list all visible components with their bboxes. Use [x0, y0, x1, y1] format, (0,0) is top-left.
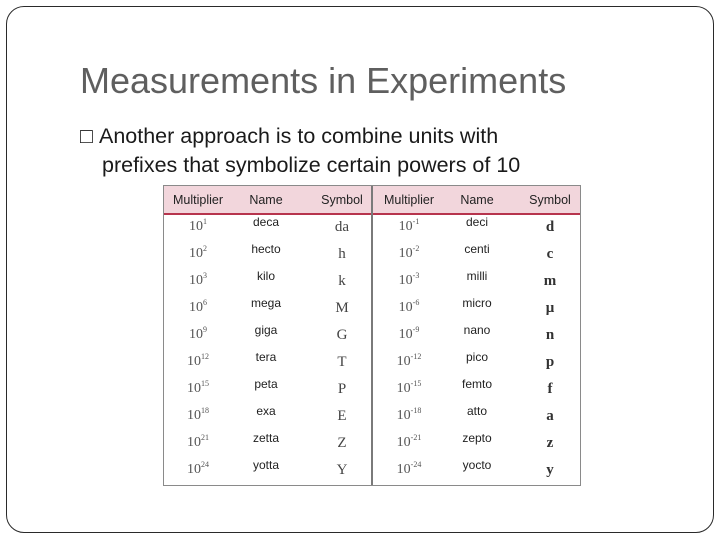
prefix-table — [163, 185, 581, 486]
prefix-symbol-cell: Y — [336, 462, 348, 478]
prefix-symbol-cell: Z — [337, 435, 347, 451]
prefix-symbol-cell: E — [337, 408, 347, 424]
prefix-symbol-cell: y — [546, 462, 554, 478]
bullet-line-2: prefixes that symbolize certain powers of 10 — [102, 153, 521, 177]
prefix-name-cell: micro — [462, 296, 492, 310]
table-header-cell: Name — [249, 193, 283, 207]
prefix-name-cell: mega — [250, 296, 282, 310]
multiplier-base: 10 — [189, 219, 203, 234]
prefix-symbol-cell: m — [543, 273, 557, 289]
multiplier-exponent: -18 — [410, 406, 422, 415]
prefix-name-cell: kilo — [256, 269, 275, 283]
slide-title: Measurements in Experiments — [80, 60, 567, 101]
multiplier-base: 10 — [398, 246, 413, 261]
prefix-name-cell: zepto — [462, 431, 492, 445]
multiplier-base: 10 — [187, 408, 201, 423]
multiplier-base: 10 — [187, 354, 201, 369]
prefix-symbol-cell: c — [546, 246, 554, 262]
prefix-name-cell: deca — [252, 215, 280, 229]
multiplier-base: 10 — [398, 219, 413, 234]
multiplier-exponent: 2 — [203, 244, 207, 253]
prefix-symbol-cell: G — [336, 327, 348, 343]
multiplier-base: 10 — [396, 408, 411, 423]
table-header-cell: Name — [460, 193, 494, 207]
bullet-line-1: Another approach is to combine units with — [99, 124, 499, 148]
multiplier-base: 10 — [187, 381, 201, 396]
multiplier-exponent: -6 — [412, 298, 420, 307]
prefix-name-cell: giga — [254, 323, 278, 337]
prefix-symbol-cell: d — [545, 219, 555, 235]
prefix-name-cell: deci — [465, 215, 488, 229]
prefix-symbol-cell: f — [547, 381, 553, 397]
multiplier-exponent: 18 — [201, 406, 209, 415]
prefix-symbol-cell: M — [335, 300, 349, 316]
prefix-name-cell: tera — [255, 350, 277, 364]
prefix-symbol-cell: μ — [545, 300, 555, 316]
multiplier-base: 10 — [189, 300, 203, 315]
prefix-symbol-cell: k — [338, 273, 346, 289]
multiplier-base: 10 — [398, 300, 413, 315]
multiplier-exponent: -24 — [410, 460, 422, 469]
prefix-symbol-cell: da — [334, 219, 350, 235]
prefix-name-cell: yocto — [462, 458, 492, 472]
prefix-symbol-cell: T — [337, 354, 347, 370]
multiplier-exponent: -9 — [412, 325, 420, 334]
table-header-cell: Multiplier — [383, 193, 434, 207]
multiplier-exponent: 6 — [203, 298, 207, 307]
prefix-name-cell: pico — [465, 350, 488, 364]
multiplier-base: 10 — [187, 462, 201, 477]
multiplier-exponent: 1 — [203, 217, 207, 226]
prefix-name-cell: zetta — [252, 431, 279, 445]
multiplier-exponent: -15 — [410, 379, 422, 388]
prefix-name-cell: hecto — [251, 242, 281, 256]
multiplier-base: 10 — [398, 327, 413, 342]
multiplier-base: 10 — [187, 435, 201, 450]
prefix-name-cell: yotta — [252, 458, 279, 472]
multiplier-exponent: -1 — [412, 217, 420, 226]
table-header-cell: Symbol — [529, 193, 571, 207]
multiplier-exponent: 24 — [201, 460, 209, 469]
multiplier-exponent: -12 — [410, 352, 422, 361]
multiplier-exponent: 21 — [201, 433, 209, 442]
prefix-symbol-cell: P — [337, 381, 347, 397]
prefix-name-cell: milli — [466, 269, 488, 283]
multiplier-exponent: 15 — [201, 379, 209, 388]
table-header-cell: Multiplier — [172, 193, 223, 207]
prefix-symbol-cell: n — [545, 327, 555, 343]
multiplier-base: 10 — [189, 273, 203, 288]
multiplier-base: 10 — [398, 273, 413, 288]
multiplier-exponent: -2 — [412, 244, 420, 253]
prefix-name-cell: atto — [466, 404, 487, 418]
prefix-symbol-cell: h — [338, 246, 346, 262]
multiplier-base: 10 — [189, 327, 203, 342]
prefix-name-cell: femto — [461, 377, 492, 391]
bullet-text — [80, 122, 660, 180]
prefix-name-cell: exa — [256, 404, 276, 418]
prefix-symbol-cell: a — [546, 408, 554, 424]
multiplier-exponent: 9 — [203, 325, 207, 334]
prefix-name-cell: nano — [463, 323, 491, 337]
multiplier-base: 10 — [396, 435, 411, 450]
multiplier-exponent: 12 — [201, 352, 209, 361]
multiplier-exponent: 3 — [203, 271, 207, 280]
table-header-cell: Symbol — [321, 193, 363, 207]
multiplier-base: 10 — [396, 381, 411, 396]
multiplier-exponent: -21 — [410, 433, 422, 442]
multiplier-base: 10 — [396, 354, 411, 369]
prefix-symbol-cell: z — [546, 435, 554, 451]
multiplier-base: 10 — [396, 462, 411, 477]
multiplier-base: 10 — [189, 246, 203, 261]
prefix-name-cell: centi — [464, 242, 490, 256]
bullet-marker: □ — [80, 124, 93, 148]
prefix-name-cell: peta — [254, 377, 278, 391]
multiplier-exponent: -3 — [412, 271, 420, 280]
prefix-symbol-cell: p — [545, 354, 555, 370]
